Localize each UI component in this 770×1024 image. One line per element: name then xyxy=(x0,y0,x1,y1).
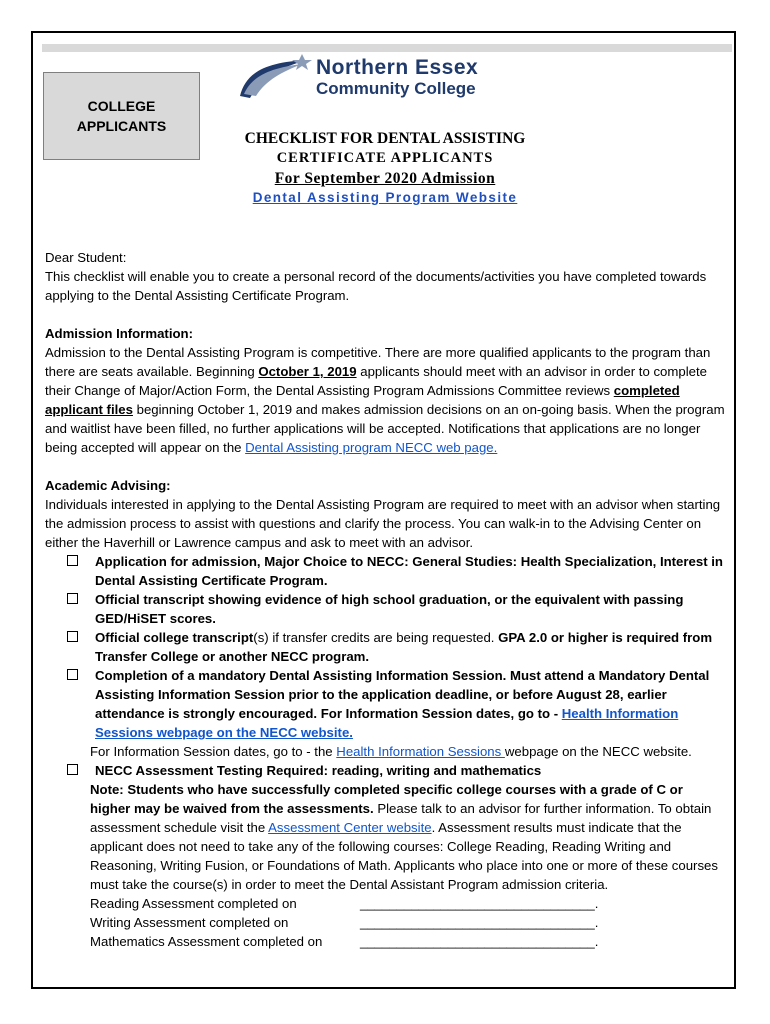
title-line3: For September 2020 Admission xyxy=(274,170,496,187)
intro-text: This checklist will enable you to create a personal record of the documents/activities you have completed towards applying to the Dental Assisting Certificate Program. xyxy=(45,269,707,303)
checkbox-icon[interactable] xyxy=(67,669,78,680)
title-line2: CERTIFICATE APPLICANTS xyxy=(276,150,494,166)
admission-heading: Admission Information: xyxy=(45,326,193,341)
health-info-sessions-link-2[interactable]: Health Information Sessions xyxy=(336,744,505,759)
logo-line2: Community College xyxy=(316,79,476,98)
title-line1: CHECKLIST FOR DENTAL ASSISTING xyxy=(244,130,526,147)
program-website-link[interactable]: Dental Assisting Program Website xyxy=(252,190,518,205)
checkbox-icon[interactable] xyxy=(67,631,78,642)
document-body xyxy=(45,248,725,951)
top-bar xyxy=(42,44,732,52)
writing-date-blank[interactable]: ________________________________. xyxy=(360,915,599,930)
writing-assessment-row: Writing Assessment completed on ________________________________. xyxy=(90,915,599,930)
college-logo xyxy=(236,54,536,102)
reading-date-blank[interactable]: ________________________________. xyxy=(360,896,599,911)
health-info-sessions-link[interactable]: Health Information Sessions webpage on the NECC website. xyxy=(95,706,679,740)
reading-assessment-row: Reading Assessment completed on ________________________________. xyxy=(90,896,599,911)
box-line2: APPLICANTS xyxy=(76,118,167,134)
assessment-note: Note: Students who have successfully completed specific college courses with a grade of C or higher may be waived from the assessments. Please talk to an advisor for further information. To obtain assessment schedule visit the Assessment Center website. Assessment results must indicate that the applicant does not need to take any of the following courses: College Reading, Reading Writing and Reasoning, Writing Fusion, or Foundations of Math. Applicants who place into one or more of these courses must take the course(s) in order to meet the Dental Assistant Program admission criteria. xyxy=(90,782,718,892)
checklist-item: Official transcript showing evidence of high school graduation, or the equivalent with passing GED/HiSET scores. xyxy=(45,590,725,628)
checklist-item: Application for admission, Major Choice to NECC: General Studies: Health Specialization, Interest in Dental Assisting Certificate Program. xyxy=(45,552,725,590)
advising-heading: Academic Advising: xyxy=(45,478,171,493)
admission-paragraph: Admission to the Dental Assisting Program is competitive. There are more qualified applicants to the program than there are seats available. Beginning October 1, 2019 applicants should meet with an advisor in order to complete their Change of Major/Action Form, the Dental Assisting Program Admissions Committee reviews completed applicant files beginning October 1, 2019 and makes admission decisions on an on-going basis. When the program and waitlist have been filled, no further applications will be accepted. Notifications that applications are no longer being accepted will appear on the Dental Assisting program NECC web page. xyxy=(45,345,725,455)
math-assessment-row: Mathematics Assessment completed on ________________________________. xyxy=(90,934,599,949)
greeting: Dear Student: xyxy=(45,250,127,265)
checklist-item: Official college transcript(s) if transfer credits are being requested. GPA 2.0 or higher is required from Transfer College or another NECC program. xyxy=(45,628,725,666)
checkbox-icon[interactable] xyxy=(67,764,78,775)
box-line1: COLLEGE xyxy=(87,98,156,114)
completed-files: completed applicant files xyxy=(45,383,680,417)
advising-text: Individuals interested in applying to the Dental Assisting Program are required to meet with an advisor when starting the admission process to assist with questions and clarify the process. You can walk-in to the Advising Center on either the Haverhill or Lawrence campus and ask to meet with an advisor. xyxy=(45,497,721,550)
math-date-blank[interactable]: ________________________________. xyxy=(360,934,599,949)
admission-date: October 1, 2019 xyxy=(258,364,357,379)
checklist-item: NECC Assessment Testing Required: reading, writing and mathematics xyxy=(45,761,725,780)
college-applicants-box xyxy=(43,72,200,160)
logo-line1: Northern Essex xyxy=(316,56,479,79)
checkbox-icon[interactable] xyxy=(67,593,78,604)
checklist-item: Completion of a mandatory Dental Assisting Information Session. Must attend a Mandatory Dental Assisting Information Session prior to the application deadline, or before August 28, earlier attendance is strongly encouraged. For Information Session dates, go to - Health Information Sessions webpage on the NECC website. xyxy=(45,666,725,742)
checkbox-icon[interactable] xyxy=(67,555,78,566)
info-session-note: For Information Session dates, go to - the Health Information Sessions webpage on the NECC website. xyxy=(90,744,692,759)
dental-web-page-link[interactable]: Dental Assisting program NECC web page. xyxy=(245,440,498,455)
logo-swoosh-icon xyxy=(236,54,316,102)
assessment-center-link[interactable]: Assessment Center website xyxy=(268,820,432,835)
